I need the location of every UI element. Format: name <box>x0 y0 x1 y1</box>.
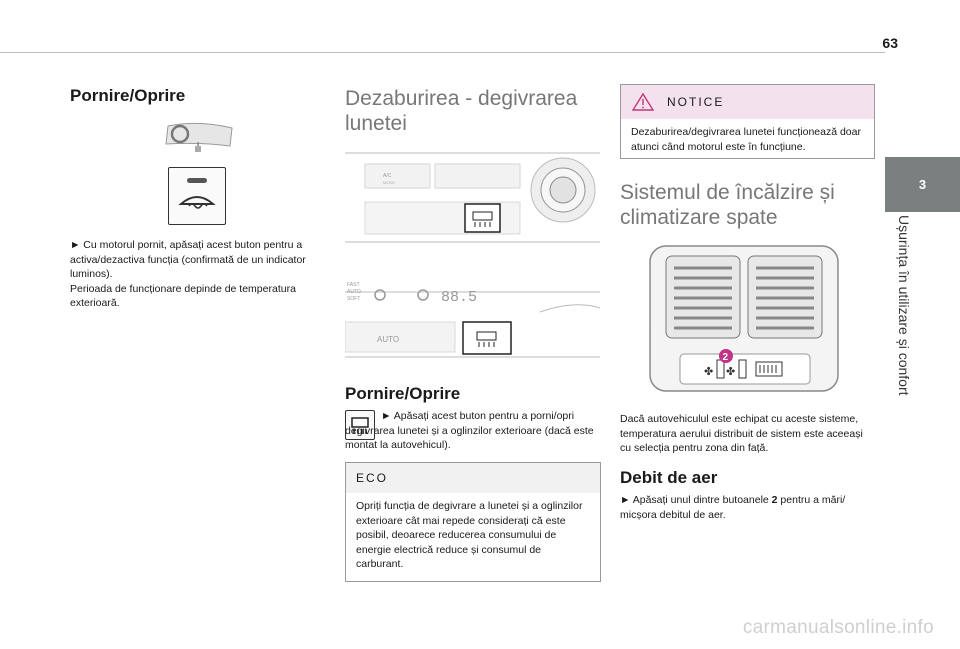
callout-2: 2 <box>722 352 729 363</box>
auto-label: AUTO <box>377 335 400 344</box>
fast-label: FAST <box>347 282 360 288</box>
eco-title: ECO <box>346 463 600 493</box>
top-rule <box>0 52 885 53</box>
col1-heading: Pornire/Oprire <box>70 86 186 105</box>
col3-para2-post: pentru a mări/ micșora debitul de aer. <box>620 494 846 521</box>
temp-readout: 88.5 <box>441 289 478 306</box>
chapter-tab[interactable]: 3 <box>885 157 960 212</box>
col2-heading: Dezaburirea - degivrarea lunetei <box>345 87 578 135</box>
notice-text: Dezaburirea/degivrarea lunetei funcționează doar atunci când motorul este în funcțiune. <box>631 126 861 153</box>
col1-para1: ► Cu motorul pornit, apăsați acest buton pentru a activa/dezactiva funcția (confirmată de un indicator luminos). <box>70 239 306 280</box>
mode-label: MODE <box>383 180 395 185</box>
col3-para1: Dacă autovehiculul este echipat cu aceste sisteme, temperatura aerului distribuit de sistem este aceeași cu selecția pentru zona din față. <box>620 413 863 454</box>
windshield-diagram-icon <box>160 118 236 154</box>
warning-icon <box>631 92 657 112</box>
auto-label-small: AUTO <box>347 289 361 295</box>
notice-box <box>620 84 875 159</box>
fan-low-icon: ✤ <box>704 365 714 378</box>
notice-header <box>621 85 874 119</box>
chapter-title: Ușurința în utilizare și confort <box>896 215 912 396</box>
eco-text: Opriți funcția de degivrare a lunetei și a oglinzilor exterioare cât mai repede considerați că este posibil, deoarece reducerea consumului de energie electrică reduce și consumul de carburant. <box>356 500 583 570</box>
notice-title: NOTICE <box>667 95 725 109</box>
fan-high-icon: ✤ <box>726 365 736 378</box>
col2-subheading: Pornire/Oprire <box>345 384 461 403</box>
windscreen-demist-button[interactable] <box>168 167 226 225</box>
col3-para2 <box>620 493 875 522</box>
rear-vent-illustration <box>646 244 842 394</box>
col3-subheading: Debit de aer <box>620 468 718 487</box>
watermark: carmanualsonline.info <box>742 617 934 638</box>
page-number: 63 <box>882 35 898 51</box>
ac-label: A/C <box>383 173 392 179</box>
windscreen-demist-icon <box>169 168 225 224</box>
chapter-title-vertical <box>898 215 916 435</box>
col3-para2-pre: ► Apăsați unul dintre butoanele <box>620 494 772 506</box>
rear-demist-panel-illustration-1 <box>345 150 600 245</box>
col1-para2: Perioada de funcționare depinde de temperatura exterioară. <box>70 282 296 309</box>
col3-heading: Sistemul de încălzire și climatizare spate <box>620 181 835 229</box>
col1-text <box>70 238 325 311</box>
eco-box <box>345 462 601 582</box>
soft-label: SOFT <box>347 296 361 302</box>
col3-para2-bold: 2 <box>771 494 778 506</box>
rear-demist-panel-illustration-2 <box>345 272 600 360</box>
col2-para: ► Apăsați acest buton pentru a porni/opri degivrarea lunetei și a oglinzilor exterioare (dacă este montat la autovehicul). <box>345 410 594 451</box>
